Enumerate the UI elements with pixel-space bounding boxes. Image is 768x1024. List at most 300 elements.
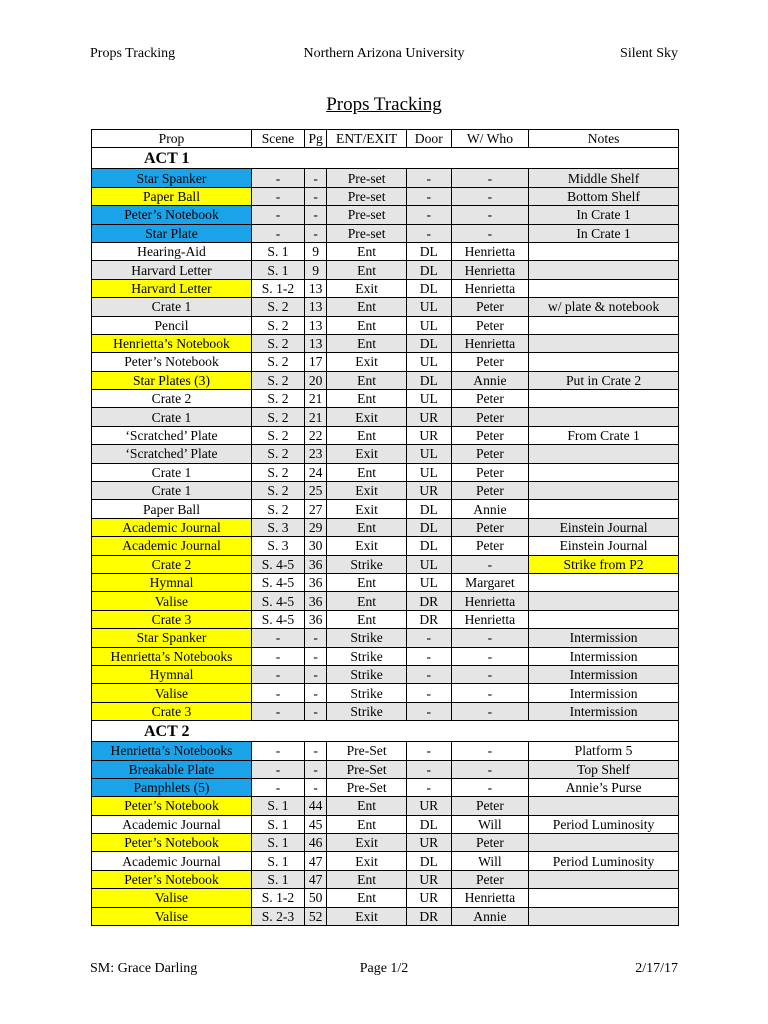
- cell-with-who: Henrietta: [451, 242, 528, 260]
- cell-scene: -: [251, 224, 304, 242]
- cell-ent-exit: Pre-set: [327, 206, 406, 224]
- cell-scene: S. 4-5: [251, 592, 304, 610]
- cell-door: DR: [406, 907, 451, 925]
- cell-with-who: Peter: [451, 445, 528, 463]
- cell-with-who: -: [451, 169, 528, 187]
- footer-date: 2/17/17: [635, 961, 678, 976]
- cell-page: 13: [304, 279, 326, 297]
- cell-ent-exit: Exit: [327, 445, 406, 463]
- table-row: [92, 610, 679, 628]
- cell-page: 9: [304, 261, 326, 279]
- cell-notes: Bottom Shelf: [529, 187, 679, 205]
- col-header-page: Pg: [304, 130, 326, 148]
- header-center: Northern Arizona University: [303, 46, 465, 61]
- cell-prop: Valise: [92, 907, 252, 925]
- cell-door: DL: [406, 242, 451, 260]
- cell-door: -: [406, 760, 451, 778]
- table-row: [92, 371, 679, 389]
- cell-door: UL: [406, 555, 451, 573]
- cell-door: UL: [406, 390, 451, 408]
- cell-with-who: Annie: [451, 907, 528, 925]
- cell-with-who: Annie: [451, 371, 528, 389]
- cell-door: DR: [406, 610, 451, 628]
- cell-door: UR: [406, 408, 451, 426]
- cell-notes: Intermission: [529, 647, 679, 665]
- cell-prop: Crate 1: [92, 482, 252, 500]
- cell-notes: [529, 334, 679, 352]
- cell-with-who: -: [451, 647, 528, 665]
- footer-stage-manager: SM: Grace Darling: [90, 961, 198, 976]
- cell-prop: Crate 1: [92, 298, 252, 316]
- cell-with-who: Will: [451, 852, 528, 870]
- col-header-scene: Scene: [251, 130, 304, 148]
- cell-notes: Strike from P2: [529, 555, 679, 573]
- cell-prop: Valise: [92, 592, 252, 610]
- cell-ent-exit: Exit: [327, 500, 406, 518]
- cell-page: 13: [304, 298, 326, 316]
- cell-prop: Harvard Letter: [92, 261, 252, 279]
- table-row: [92, 482, 679, 500]
- table-row: [92, 463, 679, 481]
- cell-prop: Academic Journal: [92, 537, 252, 555]
- cell-ent-exit: Pre-set: [327, 224, 406, 242]
- cell-scene: S. 2: [251, 445, 304, 463]
- col-header-with-who: W/ Who: [451, 130, 528, 148]
- col-header-prop: Prop: [92, 130, 252, 148]
- cell-ent-exit: Exit: [327, 852, 406, 870]
- cell-door: UL: [406, 353, 451, 371]
- cell-scene: S. 2: [251, 500, 304, 518]
- cell-scene: -: [251, 206, 304, 224]
- cell-page: 47: [304, 852, 326, 870]
- table-row: [92, 224, 679, 242]
- col-header-notes: Notes: [529, 130, 679, 148]
- cell-page: 20: [304, 371, 326, 389]
- table-row: [92, 206, 679, 224]
- table-row: [92, 279, 679, 297]
- cell-ent-exit: Ent: [327, 371, 406, 389]
- cell-prop: Peter’s Notebook: [92, 870, 252, 888]
- table-row: [92, 592, 679, 610]
- cell-door: -: [406, 629, 451, 647]
- header-right: Silent Sky: [620, 46, 678, 61]
- cell-notes: [529, 500, 679, 518]
- cell-prop: Crate 1: [92, 408, 252, 426]
- cell-prop: Crate 1: [92, 463, 252, 481]
- cell-with-who: Will: [451, 815, 528, 833]
- cell-ent-exit: Exit: [327, 408, 406, 426]
- cell-scene: S. 1: [251, 852, 304, 870]
- cell-ent-exit: Ent: [327, 334, 406, 352]
- cell-door: UR: [406, 834, 451, 852]
- cell-notes: [529, 261, 679, 279]
- cell-door: DL: [406, 334, 451, 352]
- header-left: Props Tracking: [90, 46, 176, 61]
- cell-notes: [529, 390, 679, 408]
- cell-notes: [529, 889, 679, 907]
- cell-page: 17: [304, 353, 326, 371]
- cell-door: UL: [406, 445, 451, 463]
- cell-with-who: Annie: [451, 500, 528, 518]
- cell-page: 27: [304, 500, 326, 518]
- cell-notes: Intermission: [529, 629, 679, 647]
- cell-door: UR: [406, 482, 451, 500]
- cell-with-who: Peter: [451, 518, 528, 536]
- cell-scene: -: [251, 778, 304, 796]
- cell-prop: Peter’s Notebook: [92, 353, 252, 371]
- cell-scene: S. 2: [251, 463, 304, 481]
- cell-scene: S. 4-5: [251, 573, 304, 591]
- cell-notes: [529, 445, 679, 463]
- cell-prop: Pencil: [92, 316, 252, 334]
- cell-door: -: [406, 647, 451, 665]
- cell-ent-exit: Ent: [327, 870, 406, 888]
- cell-scene: -: [251, 665, 304, 683]
- table-row: [92, 537, 679, 555]
- cell-door: UL: [406, 298, 451, 316]
- cell-ent-exit: Pre-set: [327, 169, 406, 187]
- cell-ent-exit: Strike: [327, 555, 406, 573]
- cell-page: 25: [304, 482, 326, 500]
- cell-notes: Einstein Journal: [529, 518, 679, 536]
- cell-scene: S. 1: [251, 261, 304, 279]
- cell-notes: [529, 408, 679, 426]
- cell-with-who: -: [451, 555, 528, 573]
- footer-page-number: Page 1/2: [359, 961, 409, 976]
- cell-with-who: Peter: [451, 426, 528, 444]
- cell-prop: Hymnal: [92, 665, 252, 683]
- cell-with-who: Peter: [451, 463, 528, 481]
- table-row: [92, 555, 679, 573]
- cell-with-who: -: [451, 778, 528, 796]
- table-row: [92, 760, 679, 778]
- cell-prop: Breakable Plate: [92, 760, 252, 778]
- cell-prop: Academic Journal: [92, 518, 252, 536]
- cell-ent-exit: Ent: [327, 261, 406, 279]
- cell-prop: Peter’s Notebook: [92, 206, 252, 224]
- cell-with-who: Henrietta: [451, 261, 528, 279]
- cell-ent-exit: Ent: [327, 573, 406, 591]
- cell-scene: S. 1: [251, 815, 304, 833]
- cell-scene: S. 2: [251, 316, 304, 334]
- cell-scene: -: [251, 187, 304, 205]
- cell-ent-exit: Ent: [327, 242, 406, 260]
- cell-door: -: [406, 742, 451, 760]
- cell-scene: S. 2: [251, 408, 304, 426]
- table-row: [92, 518, 679, 536]
- cell-prop: Pamphlets (5): [92, 778, 252, 796]
- table-row: [92, 834, 679, 852]
- cell-notes: From Crate 1: [529, 426, 679, 444]
- table-row: [92, 852, 679, 870]
- cell-page: 36: [304, 555, 326, 573]
- table-header-row: [92, 130, 679, 148]
- cell-ent-exit: Exit: [327, 353, 406, 371]
- cell-with-who: Peter: [451, 797, 528, 815]
- cell-with-who: Henrietta: [451, 334, 528, 352]
- cell-notes: Intermission: [529, 665, 679, 683]
- cell-page: 24: [304, 463, 326, 481]
- cell-ent-exit: Ent: [327, 298, 406, 316]
- cell-with-who: -: [451, 187, 528, 205]
- cell-notes: Middle Shelf: [529, 169, 679, 187]
- cell-ent-exit: Exit: [327, 279, 406, 297]
- cell-scene: S. 2: [251, 353, 304, 371]
- cell-ent-exit: Ent: [327, 426, 406, 444]
- cell-scene: S. 3: [251, 537, 304, 555]
- cell-notes: Annie’s Purse: [529, 778, 679, 796]
- cell-ent-exit: Exit: [327, 482, 406, 500]
- cell-notes: Period Luminosity: [529, 852, 679, 870]
- act-heading-row: [92, 148, 679, 169]
- table-row: [92, 629, 679, 647]
- table-row: [92, 261, 679, 279]
- cell-ent-exit: Strike: [327, 702, 406, 720]
- act-heading: ACT 1: [92, 148, 679, 169]
- table-row: [92, 665, 679, 683]
- cell-with-who: Peter: [451, 537, 528, 555]
- table-row: [92, 647, 679, 665]
- cell-ent-exit: Ent: [327, 815, 406, 833]
- cell-door: -: [406, 702, 451, 720]
- cell-prop: Star Plates (3): [92, 371, 252, 389]
- cell-ent-exit: Exit: [327, 537, 406, 555]
- cell-page: 36: [304, 592, 326, 610]
- cell-page: -: [304, 665, 326, 683]
- cell-ent-exit: Exit: [327, 907, 406, 925]
- cell-page: -: [304, 647, 326, 665]
- cell-ent-exit: Ent: [327, 797, 406, 815]
- cell-scene: S. 1: [251, 797, 304, 815]
- cell-scene: -: [251, 647, 304, 665]
- table-row: [92, 573, 679, 591]
- table-row: [92, 353, 679, 371]
- cell-page: 52: [304, 907, 326, 925]
- cell-notes: In Crate 1: [529, 206, 679, 224]
- act-heading-row: [92, 721, 679, 742]
- cell-page: 36: [304, 573, 326, 591]
- table-row: [92, 242, 679, 260]
- cell-notes: w/ plate & notebook: [529, 298, 679, 316]
- cell-ent-exit: Exit: [327, 834, 406, 852]
- cell-ent-exit: Ent: [327, 390, 406, 408]
- cell-notes: Einstein Journal: [529, 537, 679, 555]
- cell-prop: Star Plate: [92, 224, 252, 242]
- cell-notes: [529, 353, 679, 371]
- cell-page: -: [304, 760, 326, 778]
- cell-with-who: Peter: [451, 316, 528, 334]
- cell-notes: [529, 592, 679, 610]
- cell-scene: S. 1: [251, 870, 304, 888]
- cell-page: 13: [304, 316, 326, 334]
- cell-door: DL: [406, 852, 451, 870]
- cell-door: -: [406, 665, 451, 683]
- cell-notes: [529, 316, 679, 334]
- table-row: [92, 426, 679, 444]
- table-row: [92, 797, 679, 815]
- cell-page: 45: [304, 815, 326, 833]
- cell-with-who: -: [451, 665, 528, 683]
- cell-page: 22: [304, 426, 326, 444]
- cell-ent-exit: Pre-Set: [327, 742, 406, 760]
- cell-page: -: [304, 778, 326, 796]
- cell-page: -: [304, 742, 326, 760]
- cell-scene: S. 3: [251, 518, 304, 536]
- cell-scene: S. 2: [251, 371, 304, 389]
- table-row: [92, 702, 679, 720]
- cell-notes: [529, 797, 679, 815]
- cell-scene: -: [251, 629, 304, 647]
- cell-prop: Paper Ball: [92, 187, 252, 205]
- cell-door: UR: [406, 889, 451, 907]
- cell-ent-exit: Ent: [327, 889, 406, 907]
- cell-page: -: [304, 169, 326, 187]
- cell-ent-exit: Strike: [327, 629, 406, 647]
- cell-scene: S. 2: [251, 482, 304, 500]
- cell-scene: S. 2: [251, 334, 304, 352]
- cell-scene: S. 1: [251, 242, 304, 260]
- cell-with-who: Peter: [451, 390, 528, 408]
- cell-notes: [529, 482, 679, 500]
- cell-with-who: -: [451, 742, 528, 760]
- cell-notes: Period Luminosity: [529, 815, 679, 833]
- cell-prop: Paper Ball: [92, 500, 252, 518]
- cell-prop: Hearing-Aid: [92, 242, 252, 260]
- table-row: [92, 334, 679, 352]
- cell-notes: Top Shelf: [529, 760, 679, 778]
- cell-door: DL: [406, 537, 451, 555]
- cell-prop: Academic Journal: [92, 815, 252, 833]
- cell-notes: [529, 279, 679, 297]
- cell-door: DL: [406, 261, 451, 279]
- cell-with-who: -: [451, 684, 528, 702]
- cell-ent-exit: Ent: [327, 592, 406, 610]
- table-row: [92, 742, 679, 760]
- cell-page: -: [304, 187, 326, 205]
- cell-notes: Platform 5: [529, 742, 679, 760]
- cell-scene: -: [251, 742, 304, 760]
- table-row: [92, 778, 679, 796]
- table-row: [92, 408, 679, 426]
- cell-with-who: -: [451, 224, 528, 242]
- cell-door: UL: [406, 316, 451, 334]
- cell-notes: [529, 834, 679, 852]
- cell-prop: Star Spanker: [92, 629, 252, 647]
- table-row: [92, 500, 679, 518]
- cell-notes: [529, 610, 679, 628]
- cell-prop: ‘Scratched’ Plate: [92, 426, 252, 444]
- cell-with-who: Peter: [451, 834, 528, 852]
- cell-door: UR: [406, 797, 451, 815]
- cell-page: 50: [304, 889, 326, 907]
- props-table: [91, 129, 679, 926]
- cell-scene: -: [251, 760, 304, 778]
- cell-notes: [529, 870, 679, 888]
- cell-door: -: [406, 169, 451, 187]
- cell-page: 46: [304, 834, 326, 852]
- cell-page: 30: [304, 537, 326, 555]
- col-header-door: Door: [406, 130, 451, 148]
- cell-with-who: Peter: [451, 870, 528, 888]
- cell-with-who: -: [451, 702, 528, 720]
- cell-with-who: Henrietta: [451, 279, 528, 297]
- cell-notes: [529, 907, 679, 925]
- cell-door: UL: [406, 573, 451, 591]
- cell-prop: Henrietta’s Notebooks: [92, 742, 252, 760]
- cell-with-who: Peter: [451, 408, 528, 426]
- table-row: [92, 889, 679, 907]
- cell-ent-exit: Ent: [327, 518, 406, 536]
- cell-scene: S. 2: [251, 390, 304, 408]
- cell-prop: Peter’s Notebook: [92, 834, 252, 852]
- cell-ent-exit: Strike: [327, 647, 406, 665]
- cell-page: 9: [304, 242, 326, 260]
- cell-door: -: [406, 187, 451, 205]
- cell-scene: S. 1-2: [251, 279, 304, 297]
- cell-notes: [529, 242, 679, 260]
- cell-notes: [529, 463, 679, 481]
- table-row: [92, 187, 679, 205]
- cell-page: -: [304, 629, 326, 647]
- cell-page: -: [304, 224, 326, 242]
- cell-page: 21: [304, 390, 326, 408]
- cell-prop: Peter’s Notebook: [92, 797, 252, 815]
- cell-notes: Put in Crate 2: [529, 371, 679, 389]
- cell-page: -: [304, 684, 326, 702]
- cell-page: 13: [304, 334, 326, 352]
- cell-with-who: Margaret: [451, 573, 528, 591]
- table-row: [92, 316, 679, 334]
- cell-prop: Henrietta’s Notebooks: [92, 647, 252, 665]
- cell-page: 47: [304, 870, 326, 888]
- cell-with-who: Peter: [451, 482, 528, 500]
- cell-door: -: [406, 778, 451, 796]
- cell-page: 44: [304, 797, 326, 815]
- cell-page: 23: [304, 445, 326, 463]
- cell-door: DL: [406, 518, 451, 536]
- cell-notes: Intermission: [529, 684, 679, 702]
- cell-prop: Henrietta’s Notebook: [92, 334, 252, 352]
- cell-with-who: Henrietta: [451, 592, 528, 610]
- cell-page: -: [304, 702, 326, 720]
- cell-page: 21: [304, 408, 326, 426]
- table-row: [92, 815, 679, 833]
- table-body: [92, 148, 679, 926]
- cell-door: UR: [406, 870, 451, 888]
- cell-with-who: Peter: [451, 353, 528, 371]
- cell-door: DL: [406, 815, 451, 833]
- cell-ent-exit: Ent: [327, 316, 406, 334]
- cell-door: -: [406, 224, 451, 242]
- cell-ent-exit: Strike: [327, 684, 406, 702]
- table-row: [92, 169, 679, 187]
- cell-scene: S. 2: [251, 426, 304, 444]
- cell-ent-exit: Pre-Set: [327, 778, 406, 796]
- cell-scene: S. 4-5: [251, 555, 304, 573]
- cell-page: 29: [304, 518, 326, 536]
- page-title: Props Tracking: [326, 94, 442, 115]
- cell-prop: Crate 3: [92, 610, 252, 628]
- table-row: [92, 870, 679, 888]
- cell-with-who: Henrietta: [451, 610, 528, 628]
- col-header-ent-exit: ENT/EXIT: [327, 130, 406, 148]
- cell-door: DL: [406, 371, 451, 389]
- cell-ent-exit: Pre-set: [327, 187, 406, 205]
- cell-door: UR: [406, 426, 451, 444]
- cell-notes: Intermission: [529, 702, 679, 720]
- cell-scene: S. 4-5: [251, 610, 304, 628]
- cell-prop: Star Spanker: [92, 169, 252, 187]
